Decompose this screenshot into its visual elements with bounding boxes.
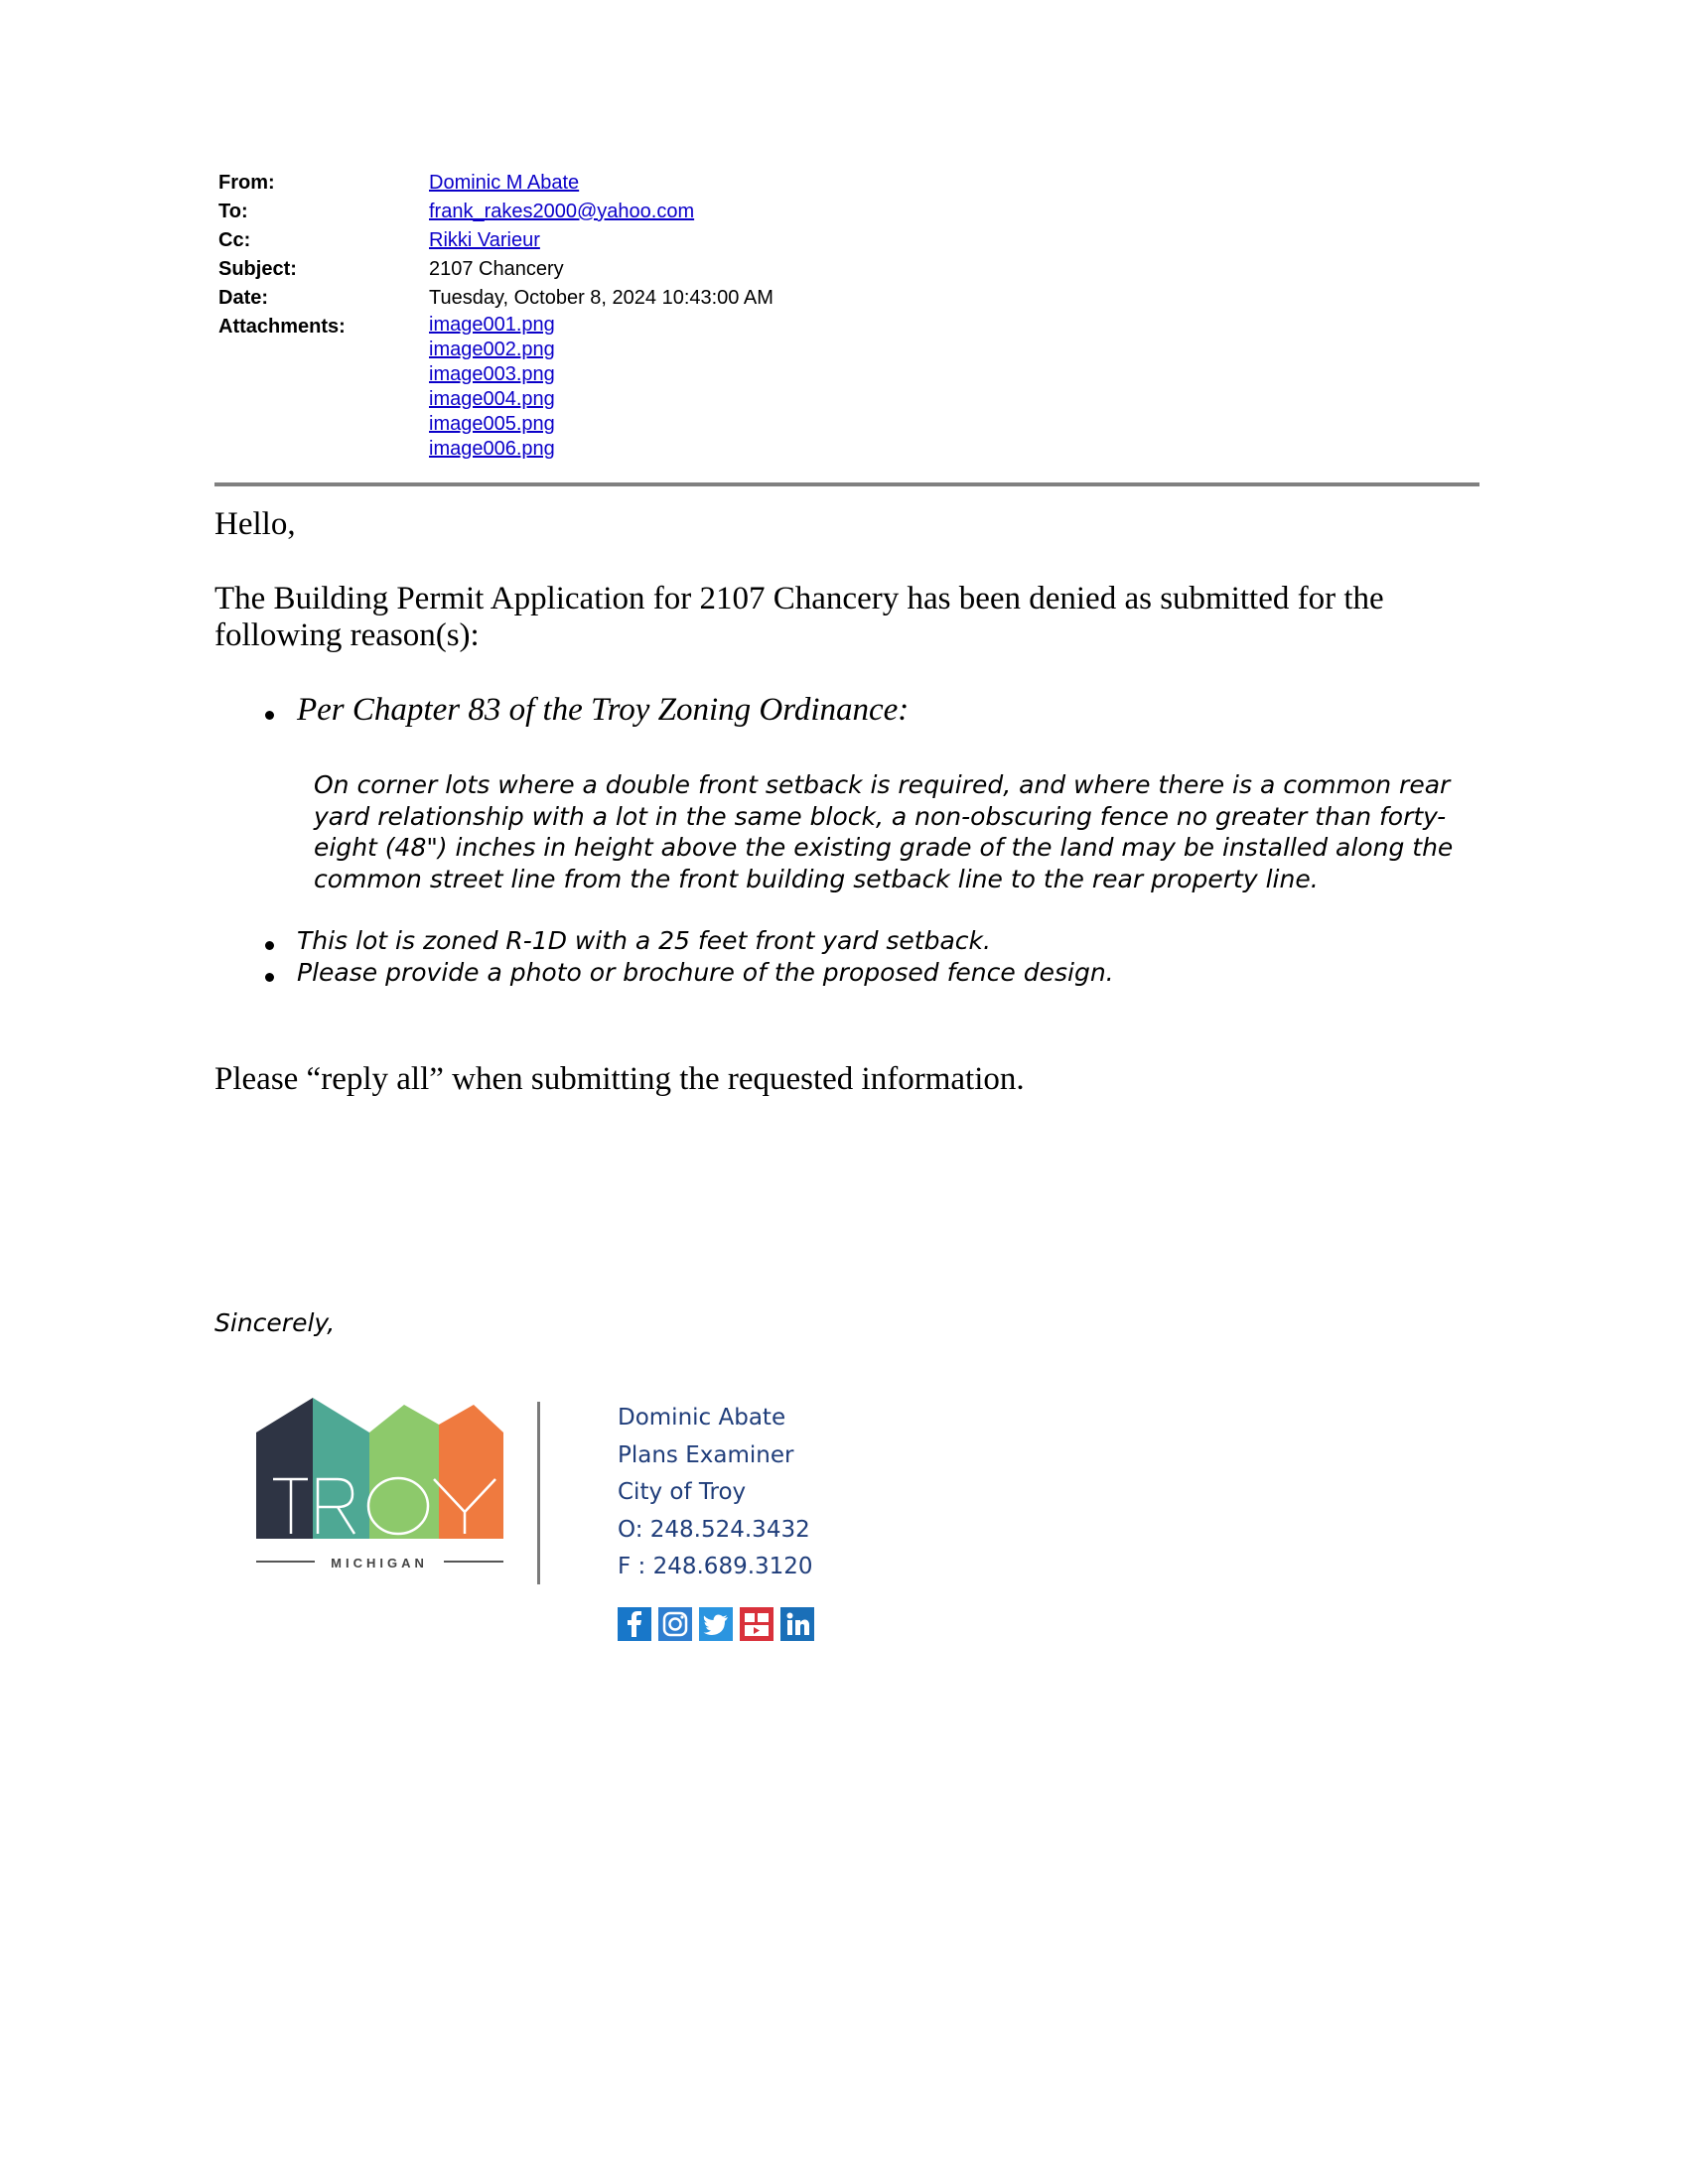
greeting: Hello, xyxy=(214,506,296,542)
subject-label: Subject: xyxy=(218,258,297,280)
bullet-marker xyxy=(265,711,274,720)
attachments-row xyxy=(218,313,1479,462)
to-label: To: xyxy=(218,201,248,222)
date-value: Tuesday, October 8, 2024 10:43:00 AM xyxy=(429,287,774,309)
header-divider xyxy=(214,482,1479,486)
attachments-list xyxy=(429,313,1479,462)
troy-michigan-logo xyxy=(253,1395,506,1578)
from-label: From: xyxy=(218,172,275,194)
signature-block xyxy=(618,1400,813,1586)
attachment-link[interactable]: image006.png xyxy=(429,438,555,460)
subject-value: 2107 Chancery xyxy=(429,258,564,280)
to-link[interactable]: frank_rakes2000@yahoo.com xyxy=(429,201,695,222)
attachment-link[interactable]: image005.png xyxy=(429,413,555,435)
attachment-link[interactable]: image002.png xyxy=(429,339,555,360)
bullet-marker xyxy=(265,973,274,982)
cc-row xyxy=(218,226,1479,255)
fence-design-bullet: Please provide a photo or brochure of the proposed fence design. xyxy=(297,958,1114,987)
ordinance-quote: On corner lots where a double front setback is required, and where there is a common rear yard relationship with a lot in the same block, a non-obscuring fence no greater than forty-eight (48") inches in height above the existing grade of the land may be installed along the common street line from the front building setback line to the rear property line. xyxy=(314,770,1454,893)
attachment-link[interactable]: image003.png xyxy=(429,363,555,385)
date-label: Date: xyxy=(218,287,269,309)
attachment-link[interactable]: image001.png xyxy=(429,314,555,336)
linkedin-icon[interactable] xyxy=(780,1607,814,1641)
instagram-icon[interactable] xyxy=(658,1607,692,1641)
email-header xyxy=(218,169,1479,462)
reply-all-request: Please “reply all” when submitting the requested information. xyxy=(214,1061,1025,1097)
twitter-icon[interactable] xyxy=(699,1607,733,1641)
cc-link[interactable]: Rikki Varieur xyxy=(429,229,540,251)
intro-paragraph: The Building Permit Application for 2107 Chancery has been denied as submitted for the following reason(s): xyxy=(214,581,1384,653)
subject-row xyxy=(218,255,1479,284)
social-icons xyxy=(618,1607,814,1641)
from-link[interactable]: Dominic M Abate xyxy=(429,172,580,194)
signature-title: Plans Examiner xyxy=(618,1441,794,1468)
signature-org: City of Troy xyxy=(618,1479,747,1505)
cc-label: Cc: xyxy=(218,229,251,251)
signature-fax: F : 248.689.3120 xyxy=(618,1554,813,1579)
zoning-bullet: This lot is zoned R-1D with a 25 feet front yard setback. xyxy=(297,926,991,955)
logo-subtext: MICHIGAN xyxy=(331,1556,428,1570)
facebook-icon[interactable] xyxy=(618,1607,651,1641)
youtube-icon[interactable] xyxy=(740,1607,774,1641)
from-row xyxy=(218,169,1479,198)
date-row xyxy=(218,284,1479,313)
ordinance-bullet: Per Chapter 83 of the Troy Zoning Ordinance: xyxy=(297,692,910,728)
attachments-label: Attachments: xyxy=(218,316,346,338)
signature-divider xyxy=(537,1402,540,1584)
signature-name: Dominic Abate xyxy=(618,1405,786,1431)
signoff: Sincerely, xyxy=(214,1308,336,1337)
to-row xyxy=(218,198,1479,226)
signature-office-phone: O: 248.524.3432 xyxy=(618,1516,810,1543)
attachment-link[interactable]: image004.png xyxy=(429,388,555,410)
bullet-marker xyxy=(265,941,274,950)
